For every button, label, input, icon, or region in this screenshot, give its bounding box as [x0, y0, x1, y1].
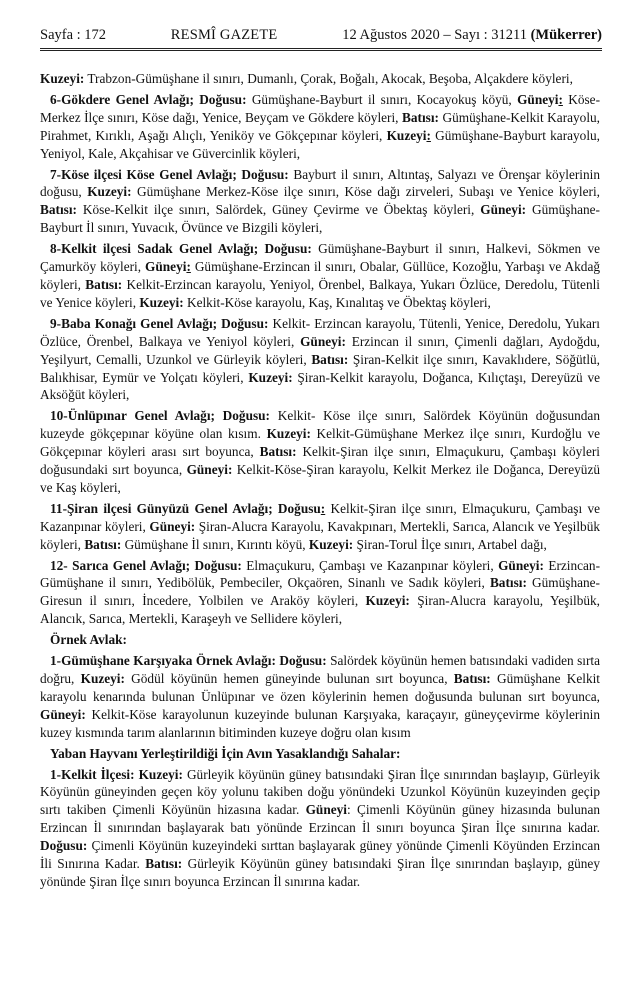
bold-label: Örnek Avlak: — [50, 632, 127, 648]
paragraph — [40, 91, 600, 163]
page-header — [40, 20, 602, 51]
text-run: Çimenli Köyünün kuzeyindeki sırttan başlayarak güney yönünde Çimenli Köyünden Erzincan İli Sınırına Kadar. — [40, 838, 600, 872]
text-run: Köse-Merkez İlçe sınırı, Köse dağı, Yenice, Beyçam ve Gökdere köyleri, — [40, 91, 600, 125]
text-run: Kelkit-Köse karayolu, Kaş, Kınalıtaş ve Öbektaş köyleri, — [183, 294, 491, 310]
bold-label: 1-Kelkit İlçesi: Kuzeyi: — [50, 766, 183, 782]
bold-label: Kuzeyi: — [40, 71, 85, 86]
text-run: Kelkit-Gümüşhane Merkez ilçe sınırı, Kurdoğlu ve Gökçepınar köyleri arası sırt boyunca, — [40, 426, 600, 460]
paragraph — [40, 500, 600, 554]
bold-label: Batısı: — [145, 856, 183, 872]
paragraph — [40, 315, 600, 405]
paragraph — [40, 166, 600, 238]
bold-label: Batısı: — [259, 444, 297, 460]
bold-label: Kuzeyi: — [266, 426, 311, 442]
paragraph — [40, 631, 600, 649]
paragraph — [40, 766, 600, 891]
bold-label: Batısı: — [489, 575, 527, 591]
paragraph — [40, 407, 600, 497]
bold-label: Batısı: — [402, 109, 439, 125]
bold-label: Batısı: — [85, 276, 123, 292]
text-run: : Çimenli Köyünün güney hizasında bulunan Erzincan İl sınırından başlayarak batı yönünde Erzincan İl sınırı boyunca Şiran İlçe sınırına kadar. — [40, 802, 600, 836]
bold-label: Güneyi — [517, 91, 559, 107]
bold-label: 9-Baba Konağı Genel Avlağı; Doğusu: — [50, 315, 269, 331]
text-run: Gürleyik Köyünün güney batısındaki Şiran İlçe sınırından başlayıp, güney yönünde Şiran İlçe sınırı boyunca Erzincan İl sınırına kadar. — [40, 856, 600, 889]
text-run: Gümüşhane İl sınırı, Kırıntı köyü, — [121, 536, 309, 552]
text-run: : — [320, 500, 326, 516]
text-run: Gümüşhane Kelkit karayolu kenarında bulunan Ünlüpınar ve özen köylerinin hemen doğusunda bulunan sırt boyunca, — [40, 671, 601, 704]
text-run: : — [558, 91, 563, 107]
text-run: Kelkit- Köse ilçe sınırı, Salördek Köyünün doğusundan kuzeyde gökçepınar köyüne olan kısım. — [40, 408, 600, 442]
document-body — [40, 70, 600, 894]
text-run: Erzincan il sınırı, Çimenli dağları, Aydoğdu, Yeşilyurt, Cemalli, Uzunkol ve Gürleyik köyleri, — [40, 333, 600, 367]
text-run: Gürleyik köyünün güney batısındaki Şiran İlçe sınırından başlayıp, Gürleyik Köyünün güneyinden geçen köy yolunu takiben doğu yönündeki Uzunkol Köyünün kuzeyinden geçip sırtı takiben Çimenli Köyünün hizasına kadar. — [40, 766, 600, 818]
bold-label: 8-Kelkit ilçesi Sadak Genel Avlağı; Doğusu: — [50, 241, 312, 257]
bold-label: Güneyi: — [300, 333, 346, 349]
text-run: Gümüşhane-Bayburt il sınırı, Halkevi, Sökmen ve Çamurköy köyleri, — [40, 241, 600, 275]
text-run: Elmaçukuru, Çambaşı ve Kazanpınar köyleri, — [241, 557, 499, 573]
text-run: Kelkit-Köse-Şiran karayolu, Kelkit Merkez ile Doğanca, Dereyüzü ve Kaş köyleri, — [40, 462, 600, 495]
bold-label: Güneyi — [145, 259, 187, 275]
bold-label: 12- Sarıca Genel Avlağı; Doğusu: — [50, 557, 242, 573]
text-run: Gümüşhane-Kelkit Karayolu, Pirahmet, Kırıklı, Aşağı Alıçlı, Yeniköy ve Gökçepınar köyleri, — [40, 109, 600, 143]
bold-label: 7-Köse ilçesi Köse Genel Avlağı; Doğusu: — [50, 166, 289, 182]
bold-label: Güneyi: — [480, 202, 527, 218]
publication-title: RESMÎ GAZETE — [170, 27, 278, 43]
paragraph — [40, 745, 600, 763]
text-run: Gödül köyünün hemen güneyinde bulunan sırt boyunca, — [124, 671, 454, 686]
bold-label: Güneyi: — [149, 518, 196, 534]
issue-date-number: 12 Ağustos 2020 – Sayı : 31211 — [342, 27, 527, 43]
bold-label: Batısı: — [311, 351, 349, 367]
text-run: Trabzon-Gümüşhane il sınırı, Dumanlı, Çorak, Boğalı, Akocak, Beşoba, Alçakdere köyleri, — [84, 71, 573, 86]
issue-extra: (Mükerrer) — [530, 27, 602, 43]
bold-label: Güneyi: — [498, 557, 544, 573]
text-run: Şiran-Alucra karayolu, Yeşilbük, Alancık, Sarıca, Mertekli, Karaşeyh ve Sellidere köyleri, — [40, 593, 600, 627]
text-run: Şiran-Kelkit karayolu, Doğanca, Kılıçtaşı, Dereyüzü ve Aksöğüt köyleri, — [40, 369, 600, 403]
bold-label: 11-Şiran ilçesi Günyüzü Genel Avlağı; Doğusu — [50, 500, 321, 516]
text-run: Bayburt il sınırı, Altıntaş, Salyazı ve Örenşar köylerinin doğusu, — [40, 166, 600, 200]
text-run: Gümüşhane Merkez-Köse ilçe sınırı, Köse dağı zirveleri, Subaşı ve Yenice köyleri, — [131, 184, 600, 200]
issue-info — [342, 27, 602, 44]
bold-label: Batısı: — [453, 671, 491, 686]
text-run: Kelkit-Köse karayolunun kuzeyinde bulunan Karşıyaka, karaçayır, güneyçevirme köylerinin kuzey kısmında tarım alanlarının bitiminden kuzeye doğru olan kısım — [40, 706, 600, 740]
bold-label: Güneyi — [305, 802, 347, 818]
bold-label: Güneyi: — [40, 706, 86, 722]
text-run: Erzincan-Gümüşhane il sınırı, Yedibölük, Pembeciler, Okçaören, Sinanlı ve Sadık köyleri, — [40, 557, 600, 591]
page-number: Sayfa : 172 — [40, 27, 107, 43]
paragraph — [40, 557, 600, 629]
text-run: : — [186, 259, 191, 275]
text-run: Şiran-Torul İlçe sınırı, Artabel dağı, — [353, 536, 547, 552]
text-run: Gümüşhane-Bayburt il sınırı, Kocayokuş köyü, — [246, 91, 518, 107]
text-run: Kelkit-Şiran ilçe sınırı, Elmaçukuru, Çambaşı ve Kazanpınar köyleri, — [40, 500, 600, 534]
text-run: Şiran-Alucra Karayolu, Kavakpınarı, Mertekli, Sarıca, Alancık ve Yeşilbük köyleri, — [40, 518, 600, 552]
bold-label: Batısı: — [84, 536, 122, 552]
paragraph — [40, 240, 600, 312]
bold-label: Kuzeyi: — [365, 593, 410, 609]
text-run: Gümüşhane-Erzincan il sınırı, Obalar, Güllüce, Kozoğlu, Yarbaşı ve Akdağ köyleri, — [40, 259, 601, 292]
text-run: Şiran-Kelkit ilçe sınırı, Kavaklıdere, Söğütlü, Balıkhisar, Eymür ve Yolçatı köyleri, — [40, 351, 600, 385]
bold-label: Kuzeyi: — [139, 294, 184, 310]
bold-label: Kuzeyi: — [80, 671, 125, 686]
bold-label: 10-Ünlüpınar Genel Avlağı; Doğusu: — [50, 408, 270, 424]
bold-label: Kuzeyi: — [308, 536, 354, 552]
bold-label: Batısı: — [40, 202, 77, 218]
paragraph — [40, 652, 600, 742]
text-run: Kelkit-Erzincan karayolu, Yeniyol, Örenbel, Balkaya, Yukarı Özlüce, Deredolu, Tütenli ve Yenice köyleri, — [40, 276, 600, 310]
paragraph — [40, 70, 600, 88]
bold-label: 6-Gökdere Genel Avlağı; Doğusu: — [50, 91, 247, 107]
bold-label: Güneyi: — [186, 462, 233, 478]
text-run: : — [426, 127, 431, 143]
text-run: Gümüşhane-Giresun il sınırı, İncedere, Yolbilen ve Araköy köyleri, — [40, 575, 600, 609]
text-run: Kelkit- Erzincan karayolu, Tütenli, Yenice, Deredolu, Yukarı Özlüce, Örenbel, Balkaya ve Yeniyol köyleri, — [40, 315, 601, 349]
text-run: Kelkit-Şiran ilçe sınırı, Elmaçukuru, Çambaşı köyleri doğusundaki sırt boyunca, — [40, 444, 600, 478]
bold-label: Kuzeyi: — [248, 369, 293, 385]
bold-label: Yaban Hayvanı Yerleştirildiği İçin Avın Yasaklandığı Sahalar: — [50, 745, 401, 761]
text-run: Gümüşhane-Bayburt İl sınırı, Yuvacık, Övünce ve Bizgili köyleri, — [40, 202, 600, 236]
text-run: Gümüşhane-Bayburt karayolu, Yeniyol, Kale, Akçahisar ve Güvercinlik köyleri, — [40, 127, 600, 161]
bold-label: 1-Gümüşhane Karşıyaka Örnek Avlağı: Doğusu: — [50, 653, 327, 669]
bold-label: Kuzeyi — [386, 127, 427, 143]
bold-label: Kuzeyi: — [87, 184, 132, 200]
text-run: Köse-Kelkit ilçe sınırı, Salördek, Güney Çevirme ve Öbektaş köyleri, — [76, 202, 481, 218]
bold-label: Doğusu: — [40, 838, 88, 854]
text-run: Salördek köyünün hemen batısındaki vadiden sırta doğru, — [40, 653, 601, 686]
